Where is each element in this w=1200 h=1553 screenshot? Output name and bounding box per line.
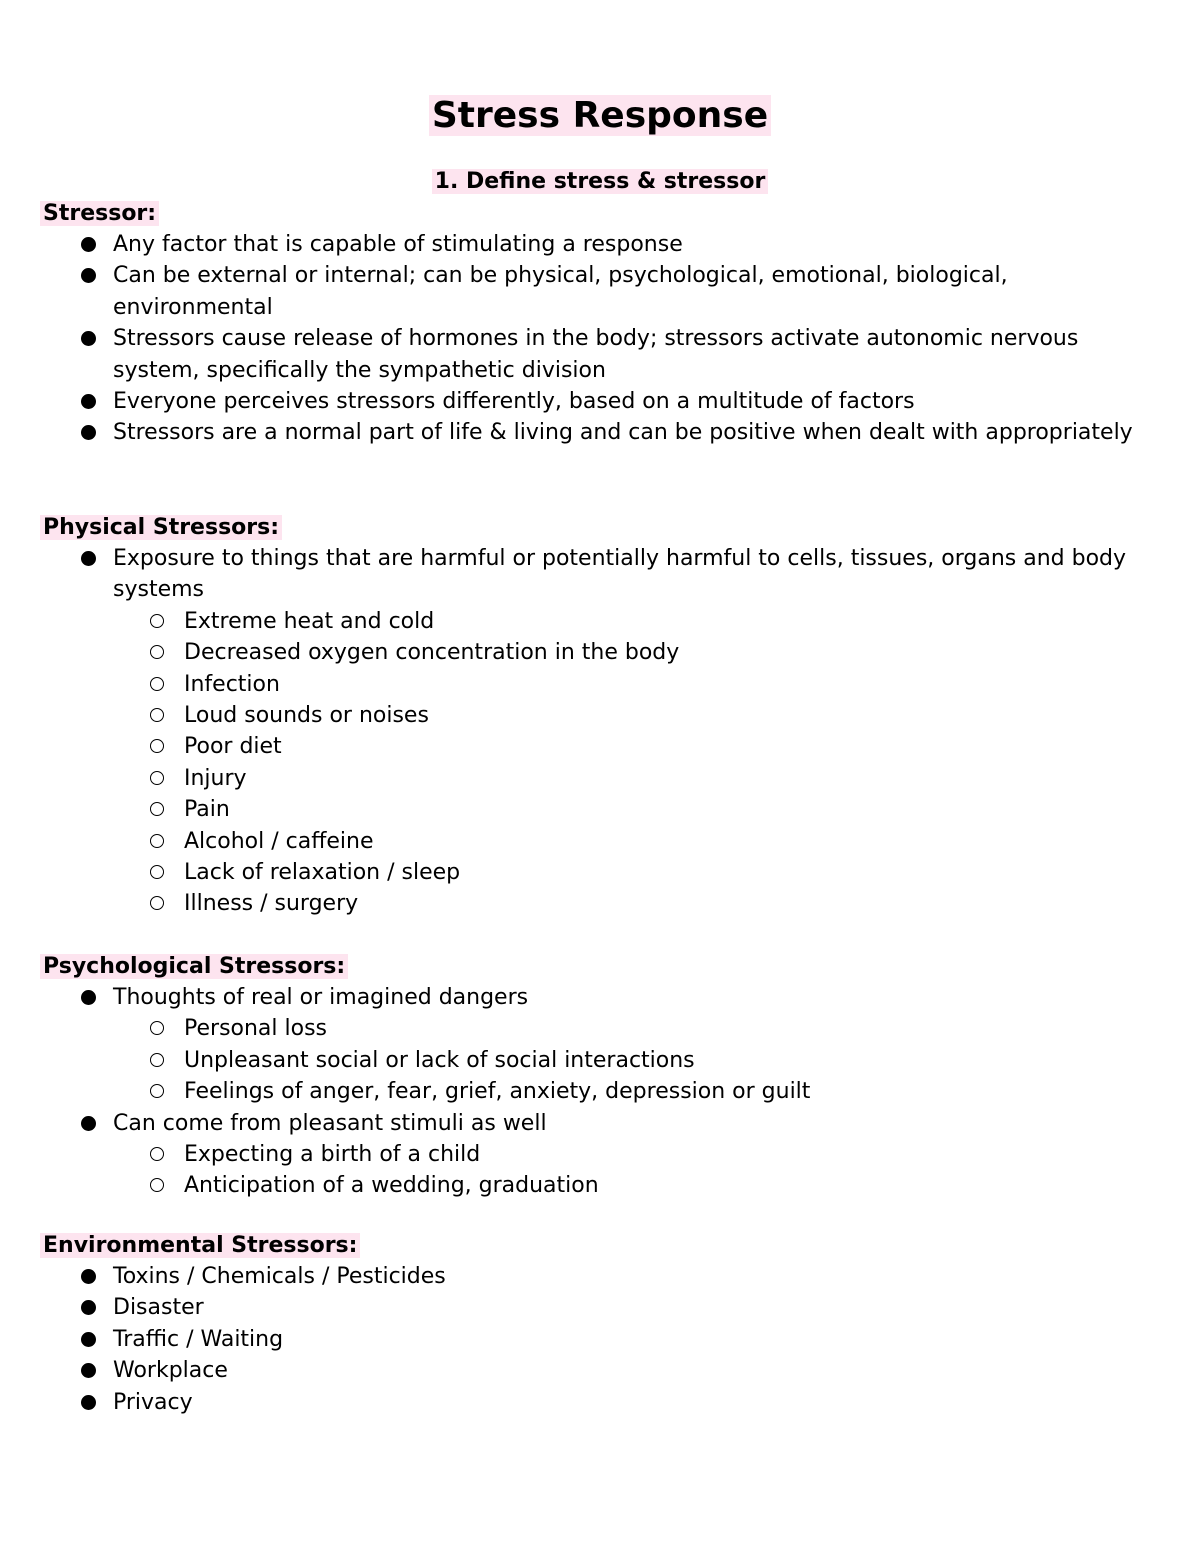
list-item-text: Stressors cause release of hormones in the body; stressors activate autonomic nervous system, specifically the sympathetic division — [113, 326, 1079, 383]
list-item-text: Decreased oxygen concentration in the body — [184, 640, 680, 666]
physical-heading: Physical Stressors: — [40, 515, 282, 540]
list-item — [40, 260, 1160, 323]
hollow-bullet-icon — [150, 802, 164, 816]
filled-bullet-icon — [81, 551, 96, 566]
hollow-bullet-icon — [150, 645, 164, 659]
stressor-heading-row — [40, 198, 1160, 229]
list-item-text: Anticipation of a wedding, graduation — [184, 1173, 599, 1199]
section-subtitle: 1. Define stress & stressor — [432, 169, 769, 194]
list-item — [40, 323, 1160, 386]
filled-bullet-icon — [81, 1300, 96, 1315]
list-item — [40, 1355, 1160, 1386]
filled-bullet-icon — [81, 1363, 96, 1378]
sub-list-item — [40, 794, 1160, 825]
list-item-text: Can be external or internal; can be physical, psychological, emotional, biological, environmental — [113, 263, 1008, 320]
hollow-bullet-icon — [150, 677, 164, 691]
document-title: Stress Response — [429, 95, 771, 136]
sub-list-item — [40, 700, 1160, 731]
hollow-bullet-icon — [150, 834, 164, 848]
hollow-bullet-icon — [150, 865, 164, 879]
list-item-text: Loud sounds or noises — [184, 703, 429, 729]
list-item-text: Illness / surgery — [184, 891, 359, 917]
sub-list-item — [40, 888, 1160, 919]
filled-bullet-icon — [81, 990, 96, 1005]
hollow-bullet-icon — [150, 1084, 164, 1098]
list-item-text: Extreme heat and cold — [184, 608, 435, 634]
list-item-text: Poor diet — [184, 734, 282, 760]
hollow-bullet-icon — [150, 614, 164, 628]
environmental-stressors-section — [40, 1230, 1160, 1418]
sub-list-item — [40, 1170, 1160, 1201]
sub-list-item — [40, 857, 1160, 888]
list-item — [40, 386, 1160, 417]
list-item — [40, 1292, 1160, 1323]
stressor-heading: Stressor: — [40, 201, 159, 226]
list-item-text: Traffic / Waiting — [113, 1326, 284, 1352]
list-item-text: Pain — [184, 797, 230, 823]
hollow-bullet-icon — [150, 1021, 164, 1035]
list-item — [40, 1387, 1160, 1418]
hollow-bullet-icon — [150, 771, 164, 785]
hollow-bullet-icon — [150, 708, 164, 722]
list-item — [40, 1261, 1160, 1292]
filled-bullet-icon — [81, 268, 96, 283]
filled-bullet-icon — [81, 1332, 96, 1347]
hollow-bullet-icon — [150, 1178, 164, 1192]
sub-list-item — [40, 1045, 1160, 1076]
section-subtitle-row — [0, 167, 1200, 197]
list-item-text: Stressors are a normal part of life & living and can be positive when dealt with appropriately — [113, 420, 1133, 446]
list-item-text: Expecting a birth of a child — [184, 1142, 481, 1168]
list-item — [40, 417, 1160, 448]
hollow-bullet-icon — [150, 739, 164, 753]
hollow-bullet-icon — [150, 1053, 164, 1067]
list-item-text: Disaster — [113, 1295, 204, 1321]
list-item-text: Infection — [184, 671, 280, 697]
sub-list-item — [40, 606, 1160, 637]
list-item-text: Personal loss — [184, 1016, 328, 1042]
list-item-text: Thoughts of real or imagined dangers — [113, 985, 529, 1010]
sub-list-item — [40, 1013, 1160, 1044]
filled-bullet-icon — [81, 425, 96, 440]
list-item — [40, 543, 1160, 606]
list-item-text: Feelings of anger, fear, grief, anxiety, depression or guilt — [184, 1079, 811, 1105]
sub-list-item — [40, 1076, 1160, 1107]
list-item-text: Any factor that is capable of stimulating a response — [113, 232, 683, 257]
list-item-text: Exposure to things that are harmful or potentially harmful to cells, tissues, organs and body systems — [113, 546, 1127, 603]
psychological-stressors-section — [40, 951, 1160, 1202]
filled-bullet-icon — [81, 1395, 96, 1410]
filled-bullet-icon — [81, 1116, 96, 1131]
environmental-heading-row — [40, 1230, 1160, 1261]
stressor-section — [40, 198, 1160, 449]
stressor-list — [40, 229, 1160, 449]
list-item-text: Can come from pleasant stimuli as well — [113, 1110, 547, 1136]
document-title-row — [0, 92, 1200, 140]
list-item-text: Workplace — [113, 1358, 228, 1384]
filled-bullet-icon — [81, 1269, 96, 1284]
list-item-text: Injury — [184, 765, 247, 791]
list-item-text: Everyone perceives stressors differently, based on a multitude of factors — [113, 389, 915, 415]
hollow-bullet-icon — [150, 1147, 164, 1161]
psychological-heading-row — [40, 951, 1160, 982]
sub-list-item — [40, 1139, 1160, 1170]
list-item-text: Lack of relaxation / sleep — [184, 860, 461, 886]
list-item-text: Privacy — [113, 1389, 193, 1415]
list-item — [40, 229, 1160, 260]
environmental-list — [40, 1261, 1160, 1418]
list-item — [40, 1324, 1160, 1355]
list-item — [40, 1108, 1160, 1139]
psychological-heading: Psychological Stressors: — [40, 954, 348, 979]
sub-list-item — [40, 637, 1160, 668]
sub-list-item — [40, 763, 1160, 794]
sub-list-item — [40, 669, 1160, 700]
list-item — [40, 982, 1160, 1013]
environmental-heading: Environmental Stressors: — [40, 1233, 360, 1258]
physical-list — [40, 543, 1160, 920]
psychological-list — [40, 982, 1160, 1202]
physical-heading-row — [40, 512, 1160, 543]
filled-bullet-icon — [81, 394, 96, 409]
sub-list-item — [40, 731, 1160, 762]
physical-stressors-section — [40, 512, 1160, 920]
sub-list-item — [40, 826, 1160, 857]
list-item-text: Alcohol / caffeine — [184, 828, 374, 854]
hollow-bullet-icon — [150, 896, 164, 910]
filled-bullet-icon — [81, 331, 96, 346]
list-item-text: Unpleasant social or lack of social interactions — [184, 1047, 695, 1073]
list-item-text: Toxins / Chemicals / Pesticides — [113, 1264, 446, 1289]
filled-bullet-icon — [81, 237, 96, 252]
